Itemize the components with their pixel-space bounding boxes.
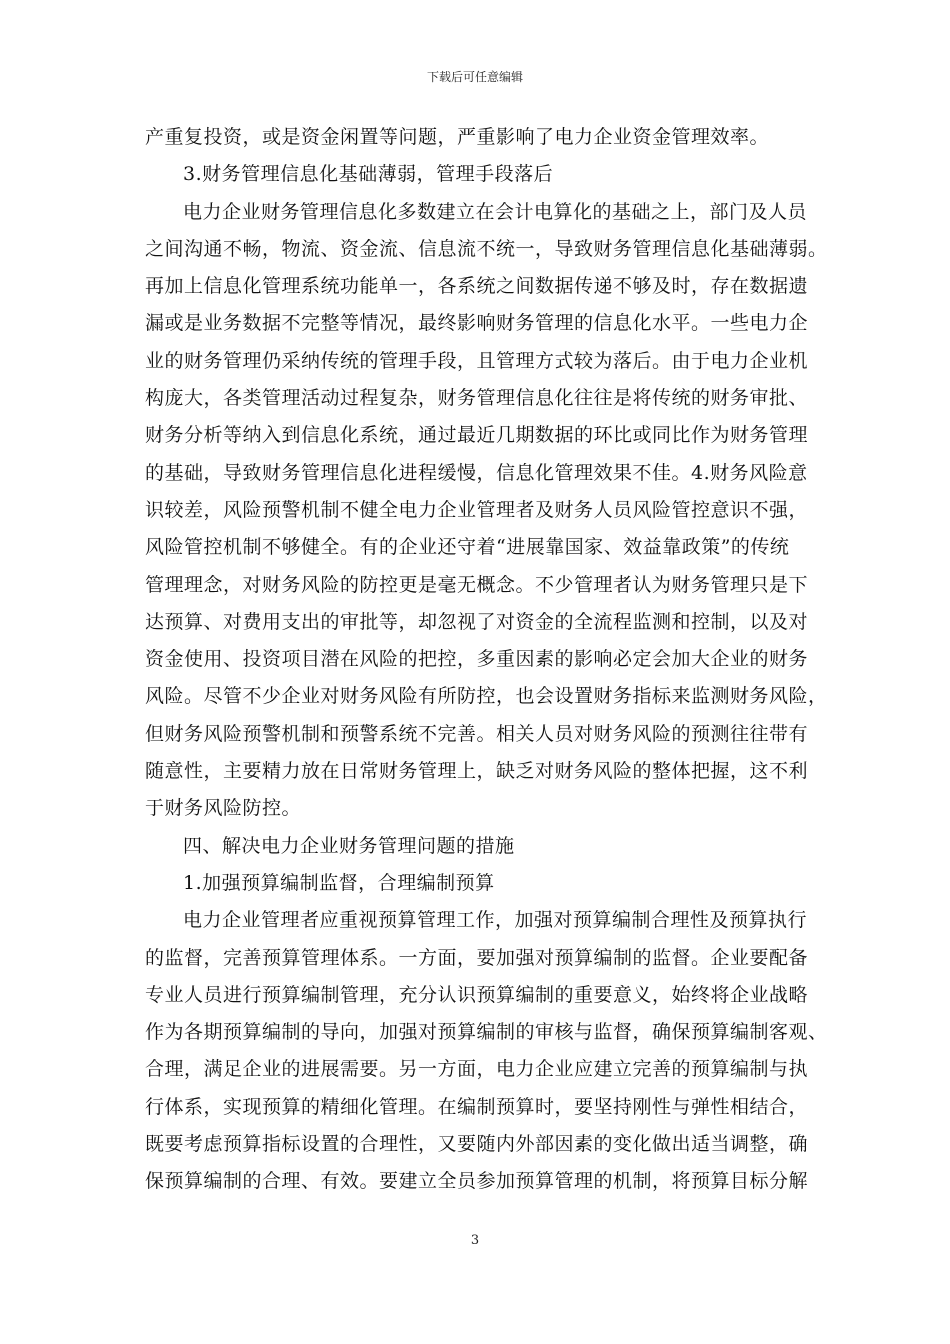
text-line: 3.财务管理信息化基础薄弱，管理手段落后 (183, 163, 554, 186)
text-line: 既要考虑预算指标设置的合理性，又要随内外部因素的变化做出适当调整，确 (145, 1133, 809, 1156)
text-line: 风险管控机制不够健全。有的企业还守着“进展靠国家、效益靠政策”的传统 (145, 536, 790, 559)
text-line: 构庞大，各类管理活动过程复杂，财务管理信息化往往是将传统的财务审批、 (145, 387, 809, 410)
text-line: 管理理念，对财务风险的防控更是毫无概念。不少管理者认为财务管理只是下 (145, 573, 809, 596)
text-line: 识较差，风险预警机制不健全电力企业管理者及财务人员风险管控意识不强， (145, 498, 809, 521)
text-line: 专业人员进行预算编制管理，充分认识预算编制的重要意义，始终将企业战略 (145, 983, 809, 1006)
text-line: 但财务风险预警机制和预警系统不完善。相关人员对财务风险的预测往往带有 (145, 722, 809, 745)
text-line: 再加上信息化管理系统功能单一，各系统之间数据传递不够及时，存在数据遗 (145, 275, 809, 298)
text-line: 产重复投资，或是资金闲置等问题，严重影响了电力企业资金管理效率。 (145, 126, 770, 148)
text-line: 作为各期预算编制的导向，加强对预算编制的审核与监督，确保预算编制客观、 (145, 1021, 828, 1044)
document-body (145, 119, 828, 1201)
text-line: 于财务风险防控。 (145, 797, 302, 820)
text-line: 达预算、对费用支出的审批等，却忽视了对资金的全流程监测和控制，以及对 (145, 610, 809, 633)
text-line: 的基础，导致财务管理信息化进程缓慢，信息化管理效果不佳。4.财务风险意 (145, 461, 808, 484)
text-line: 的监督，完善预算管理体系。一方面，要加强对预算编制的监督。企业要配备 (145, 946, 809, 969)
text-line: 1.加强预算编制监督，合理编制预算 (183, 871, 495, 894)
text-line: 随意性，主要精力放在日常财务管理上，缺乏对财务风险的整体把握，这不利 (145, 760, 809, 783)
text-line: 之间沟通不畅，物流、资金流、信息流不统一，导致财务管理信息化基础薄弱。 (145, 237, 828, 260)
page-number: 3 (470, 1233, 480, 1248)
text-line: 资金使用、投资项目潜在风险的把控，多重因素的影响必定会加大企业的财务 (145, 648, 809, 671)
text-line: 保预算编制的合理、有效。要建立全员参加预算管理的机制，将预算目标分解 (145, 1170, 809, 1193)
text-line: 业的财务管理仍采纳传统的管理手段，且管理方式较为落后。由于电力企业机 (145, 349, 809, 372)
text-line: 四、解决电力企业财务管理问题的措施 (183, 834, 515, 857)
text-line: 行体系，实现预算的精细化管理。在编制预算时，要坚持刚性与弹性相结合， (145, 1095, 809, 1118)
text-line: 合理，满足企业的进展需要。另一方面，电力企业应建立完善的预算编制与执 (145, 1058, 809, 1081)
page-header: 下载后可任意编辑 (426, 70, 523, 84)
text-line: 漏或是业务数据不完整等情况，最终影响财务管理的信息化水平。一些电力企 (145, 312, 809, 335)
text-line: 风险。尽管不少企业对财务风险有所防控，也会设置财务指标来监测财务风险， (145, 685, 828, 708)
text-line: 财务分析等纳入到信息化系统，通过最近几期数据的环比或同比作为财务管理 (145, 424, 809, 447)
text-line: 电力企业财务管理信息化多数建立在会计电算化的基础之上，部门及人员 (183, 200, 808, 223)
text-line: 电力企业管理者应重视预算管理工作，加强对预算编制合理性及预算执行 (183, 909, 808, 932)
